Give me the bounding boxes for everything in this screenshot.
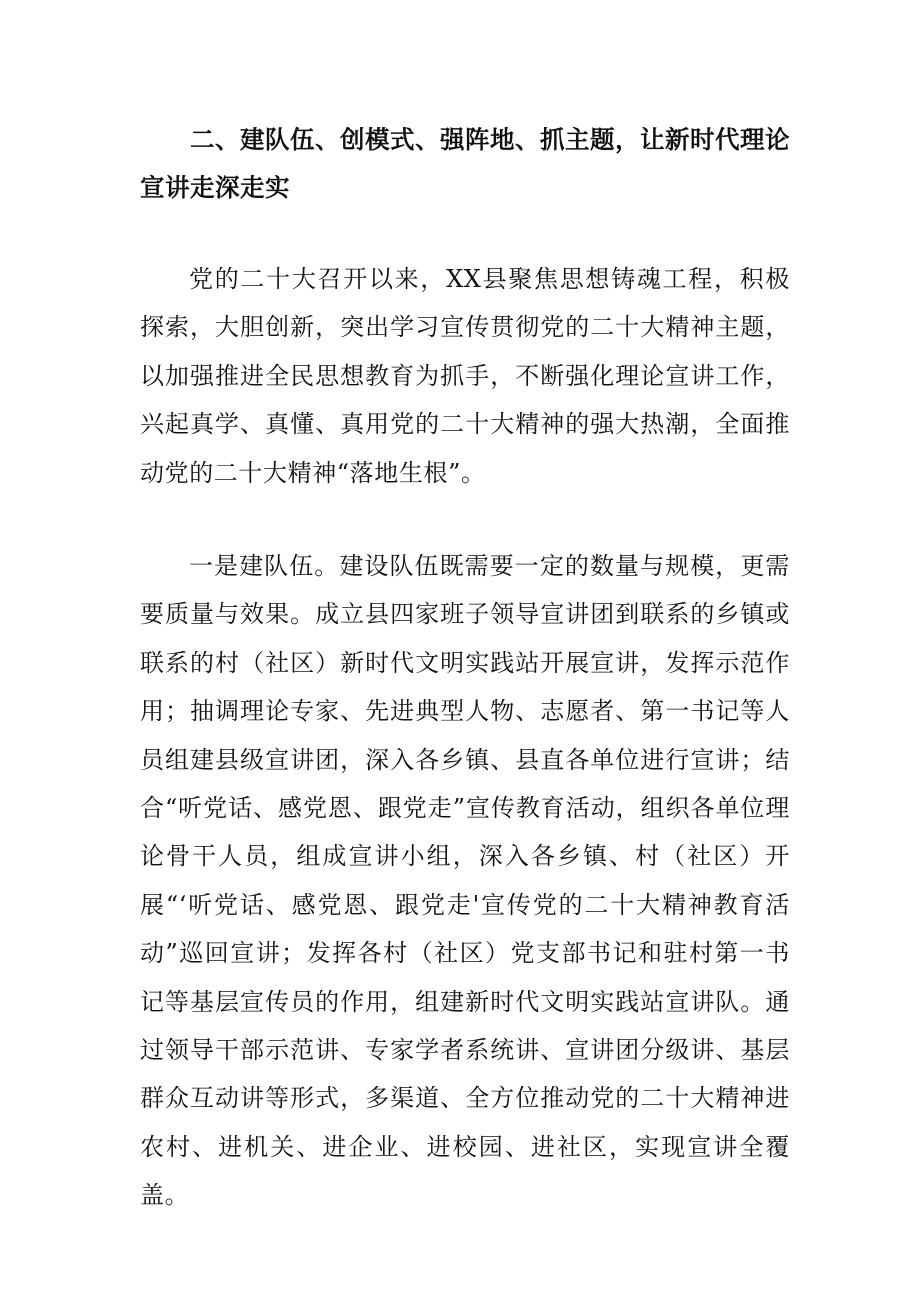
section-heading: 二、建队伍、创模式、强阵地、抓主题，让新时代理论宣讲走深走实 — [140, 125, 790, 202]
paragraph-intro: 党的二十大召开以来，XX县聚焦思想铸魂工程，积极探索，大胆创新，突出学习宣传贯彻党的二十大精神主题，以加强推进全民思想教育为抓手，不断强化理论宣讲工作，兴起真学、真懂、真用党的二十大精神的强大热潮，全面推动党的二十大精神“落地生根”。 — [140, 265, 790, 487]
paragraph-build-team: 一是建队伍。建设队伍既需要一定的数量与规模，更需要质量与效果。成立县四家班子领导宣讲团到联系的乡镇或联系的村（社区）新时代文明实践站开展宣讲，发挥示范作用；抽调理论专家、先进典型人物、志愿者、第一书记等人员组建县级宣讲团，深入各乡镇、县直各单位进行宣讲；结合“听党话、感党恩、跟党走”宣传教育活动，组织各单位理论骨干人员，组成宣讲小组，深入各乡镇、村（社区）开展“‘听党话、感党恩、跟党走'宣传党的二十大精神教育活动”巡回宣讲；发挥各村（社区）党支部书记和驻村第一书记等基层宣传员的作用，组建新时代文明实践站宣讲队。通过领导干部示范讲、专家学者系统讲、宣讲团分级讲、基层群众互动讲等形式，多渠道、全方位推动党的二十大精神进农村、进机关、进企业、进校园、进社区，实现宣讲全覆盖。 — [140, 552, 790, 1210]
